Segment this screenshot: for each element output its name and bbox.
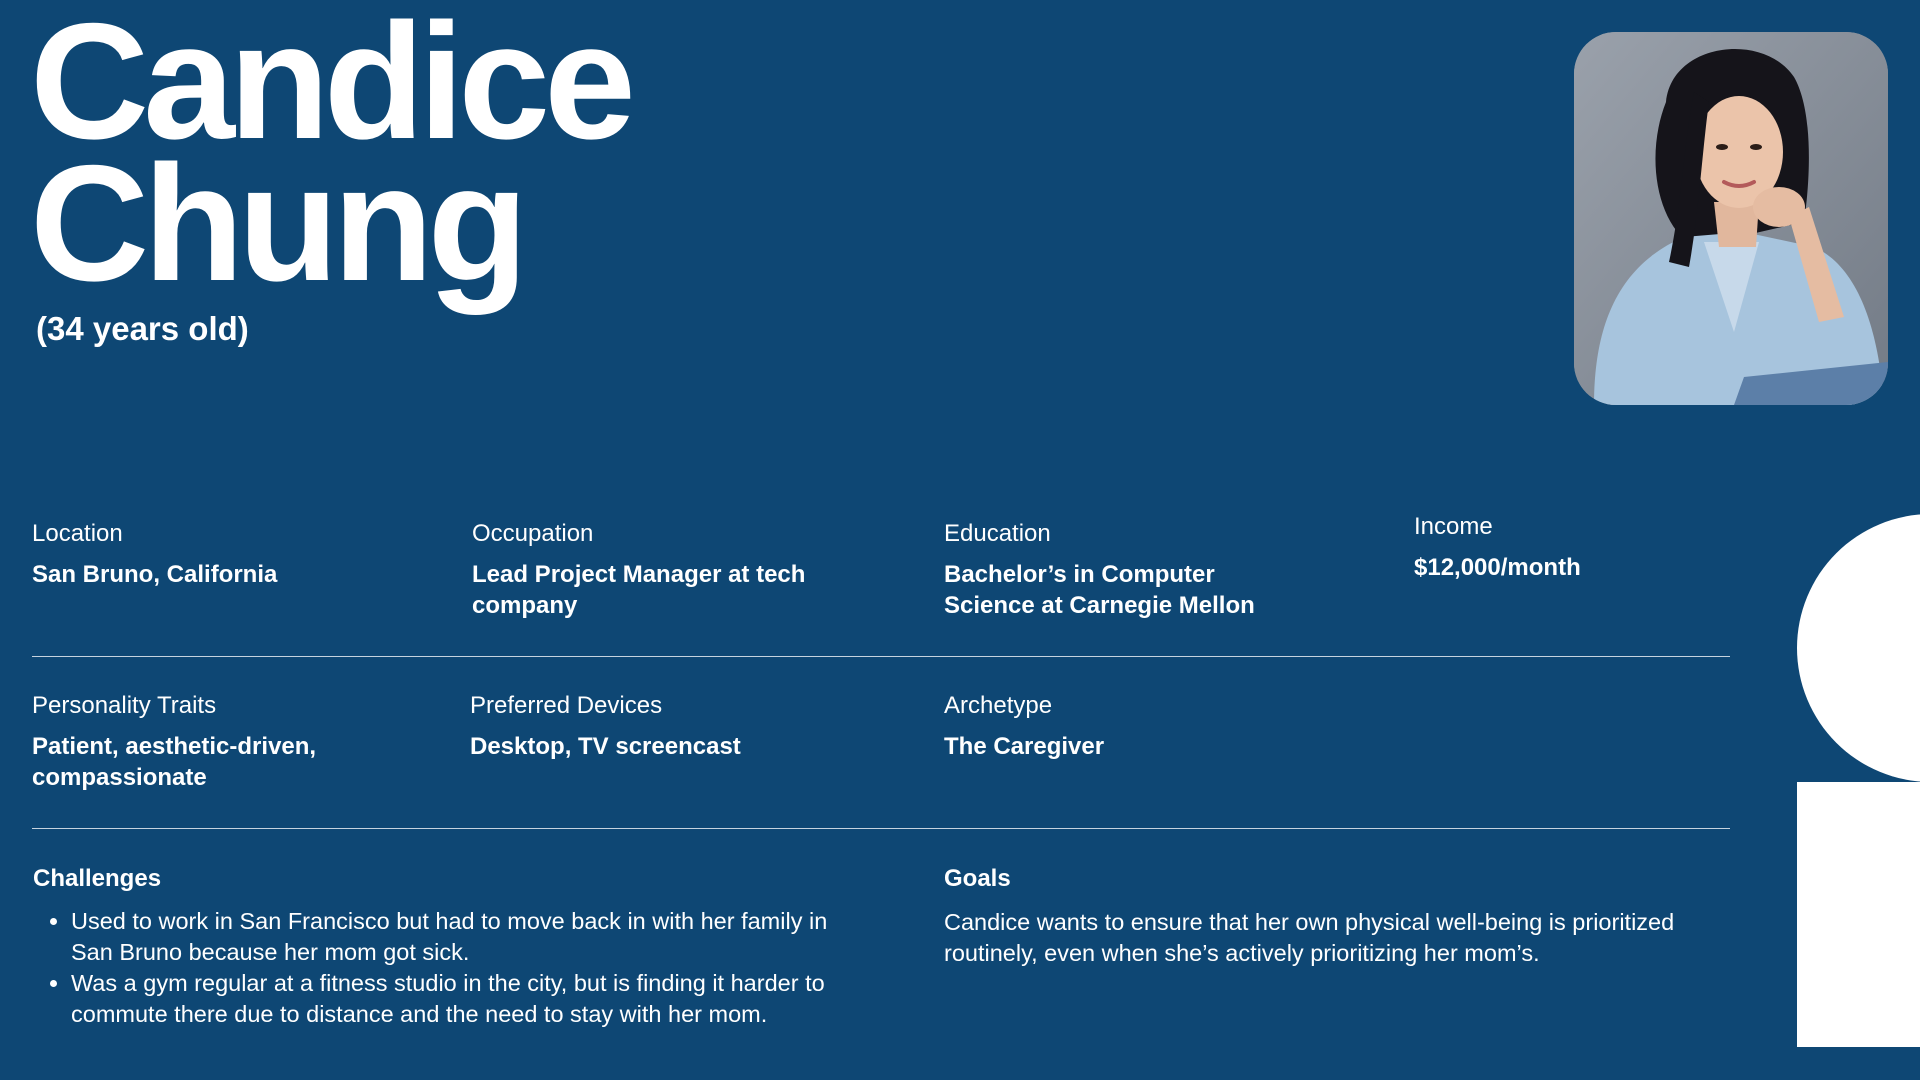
occupation-field	[472, 519, 842, 621]
decorative-circle	[1797, 514, 1920, 782]
divider-bottom	[32, 828, 1730, 829]
devices-field	[470, 691, 870, 762]
challenges-title: Challenges	[33, 865, 162, 892]
goals-text: Candice wants to ensure that her own physical well-being is prioritized routinely, even when she’s actively prioritizing her mom’s.	[944, 909, 1675, 966]
persona-age: (34 years old)	[36, 310, 249, 347]
challenge-item: • Was a gym regular at a fitness studio in the city, but is finding it harder to commute there due to distance and the need to stay with her mom.	[71, 968, 853, 1030]
goals-title: Goals	[944, 865, 1011, 892]
decorative-rectangle	[1797, 782, 1920, 1047]
persona-name	[30, 0, 630, 315]
education-field	[944, 519, 1294, 621]
challenge-item: • Used to work in San Francisco but had to move back in with her family in San Bruno because her mom got sick.	[71, 906, 853, 968]
challenges-list	[33, 906, 853, 1030]
goals-section	[944, 864, 1724, 969]
devices-label: Preferred Devices	[470, 692, 663, 719]
persona-first-name: Candice	[30, 0, 630, 173]
income-label: Income	[1414, 513, 1493, 540]
location-label: Location	[32, 520, 123, 547]
challenges-section	[33, 864, 853, 1030]
income-field	[1414, 512, 1764, 583]
education-value: Bachelor’s in Computer Science at Carnegie Mellon	[944, 561, 1255, 619]
archetype-field	[944, 691, 1344, 762]
archetype-label: Archetype	[944, 692, 1053, 719]
archetype-value: The Caregiver	[944, 733, 1105, 760]
persona-photo	[1574, 32, 1888, 405]
personality-value: Patient, aesthetic-driven, compassionate	[32, 733, 317, 791]
divider-top	[32, 656, 1730, 657]
education-label: Education	[944, 520, 1051, 547]
location-field	[32, 519, 432, 590]
occupation-value: Lead Project Manager at tech company	[472, 561, 806, 619]
personality-label: Personality Traits	[32, 692, 217, 719]
personality-field	[32, 691, 372, 793]
location-value: San Bruno, California	[32, 561, 278, 588]
devices-value: Desktop, TV screencast	[470, 733, 741, 760]
occupation-label: Occupation	[472, 520, 594, 547]
persona-last-name: Chung	[30, 131, 523, 315]
income-value: $12,000/month	[1414, 554, 1581, 581]
